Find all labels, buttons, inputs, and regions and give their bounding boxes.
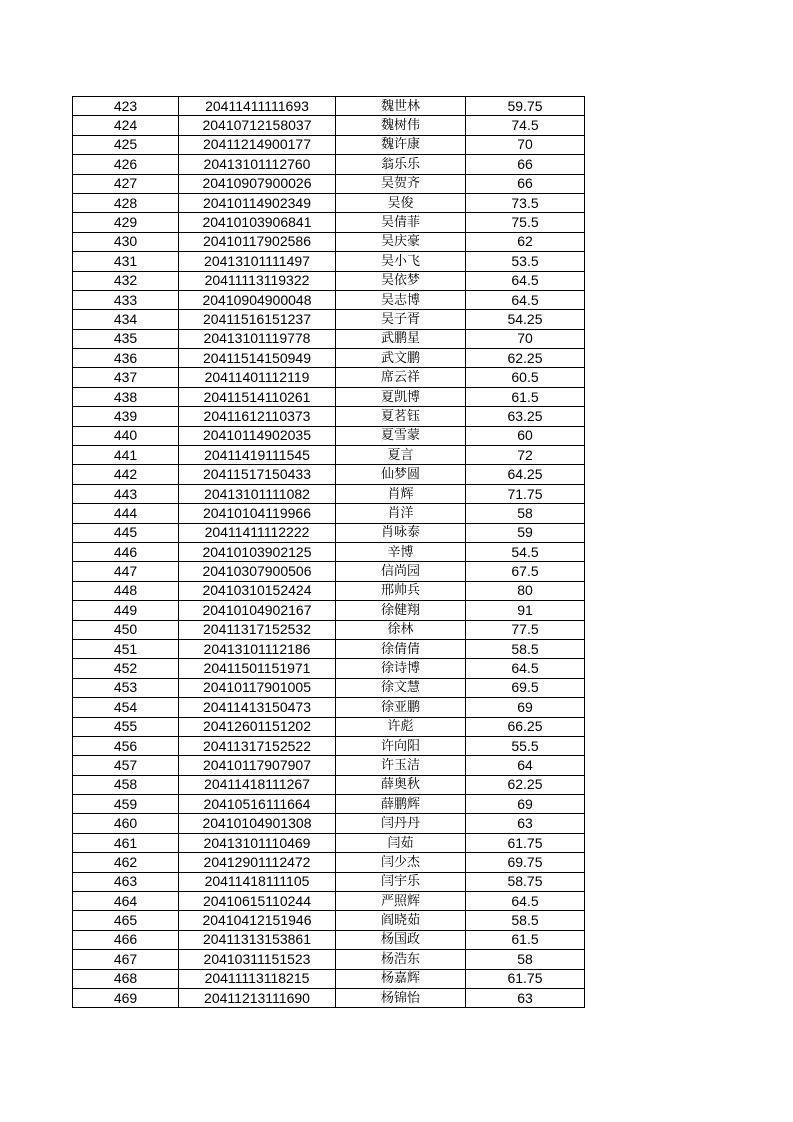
- table-row: [73, 930, 585, 949]
- exam-id-cell: 20411214900177: [179, 135, 336, 154]
- table-row: [73, 814, 585, 833]
- row-number-cell: 460: [73, 814, 179, 833]
- exam-id-cell: 20411514110261: [179, 387, 336, 406]
- score-cell: 58: [466, 504, 585, 523]
- exam-id-cell: 20410117907907: [179, 756, 336, 775]
- table-row: [73, 97, 585, 116]
- name-cell: 肖咏泰: [336, 523, 466, 542]
- score-cell: 60: [466, 426, 585, 445]
- exam-id-cell: 20411501151971: [179, 659, 336, 678]
- score-cell: 64.5: [466, 659, 585, 678]
- exam-id-cell: 20410311151523: [179, 950, 336, 969]
- name-cell: 严照辉: [336, 892, 466, 911]
- exam-id-cell: 20410516111664: [179, 795, 336, 814]
- exam-id-cell: 20413101110469: [179, 833, 336, 852]
- row-number-cell: 431: [73, 252, 179, 271]
- row-number-cell: 466: [73, 930, 179, 949]
- table-row: [73, 232, 585, 251]
- name-cell: 夏雪蒙: [336, 426, 466, 445]
- score-cell: 63: [466, 814, 585, 833]
- score-cell: 70: [466, 135, 585, 154]
- score-cell: 60.5: [466, 368, 585, 387]
- score-cell: 75.5: [466, 213, 585, 232]
- score-cell: 66: [466, 155, 585, 174]
- table-row: [73, 775, 585, 794]
- table-row: [73, 833, 585, 852]
- exam-id-cell: 20411517150433: [179, 465, 336, 484]
- row-number-cell: 433: [73, 290, 179, 309]
- table-row: [73, 465, 585, 484]
- score-table: [72, 96, 585, 1008]
- table-row: [73, 387, 585, 406]
- row-number-cell: 449: [73, 601, 179, 620]
- score-cell: 61.75: [466, 969, 585, 988]
- score-cell: 71.75: [466, 484, 585, 503]
- score-cell: 67.5: [466, 562, 585, 581]
- name-cell: 魏世林: [336, 97, 466, 116]
- score-cell: 54.5: [466, 542, 585, 561]
- exam-id-cell: 20413101112760: [179, 155, 336, 174]
- row-number-cell: 465: [73, 911, 179, 930]
- score-cell: 55.5: [466, 736, 585, 755]
- name-cell: 许向阳: [336, 736, 466, 755]
- table-row: [73, 659, 585, 678]
- exam-id-cell: 20410907900026: [179, 174, 336, 193]
- row-number-cell: 428: [73, 193, 179, 212]
- exam-id-cell: 20410117902586: [179, 232, 336, 251]
- row-number-cell: 452: [73, 659, 179, 678]
- name-cell: 吴庆豪: [336, 232, 466, 251]
- score-cell: 66.25: [466, 717, 585, 736]
- exam-id-cell: 20411612110373: [179, 407, 336, 426]
- score-cell: 62.25: [466, 775, 585, 794]
- row-number-cell: 429: [73, 213, 179, 232]
- row-number-cell: 454: [73, 698, 179, 717]
- row-number-cell: 447: [73, 562, 179, 581]
- score-cell: 61.75: [466, 833, 585, 852]
- table-row: [73, 213, 585, 232]
- row-number-cell: 462: [73, 853, 179, 872]
- exam-id-cell: 20412601151202: [179, 717, 336, 736]
- exam-id-cell: 20413101111082: [179, 484, 336, 503]
- row-number-cell: 469: [73, 988, 179, 1007]
- score-cell: 70: [466, 329, 585, 348]
- name-cell: 武文鹏: [336, 349, 466, 368]
- name-cell: 吴小飞: [336, 252, 466, 271]
- table-row: [73, 736, 585, 755]
- score-cell: 69: [466, 795, 585, 814]
- score-cell: 64.5: [466, 290, 585, 309]
- row-number-cell: 438: [73, 387, 179, 406]
- score-cell: 80: [466, 581, 585, 600]
- row-number-cell: 430: [73, 232, 179, 251]
- exam-id-cell: 20411514150949: [179, 349, 336, 368]
- exam-id-cell: 20410615110244: [179, 892, 336, 911]
- table-row: [73, 639, 585, 658]
- score-cell: 62.25: [466, 349, 585, 368]
- row-number-cell: 468: [73, 969, 179, 988]
- exam-id-cell: 20411113118215: [179, 969, 336, 988]
- table-row: [73, 271, 585, 290]
- table-row: [73, 523, 585, 542]
- row-number-cell: 441: [73, 446, 179, 465]
- row-number-cell: 424: [73, 116, 179, 135]
- table-row: [73, 562, 585, 581]
- exam-id-cell: 20411418111267: [179, 775, 336, 794]
- name-cell: 杨嘉辉: [336, 969, 466, 988]
- score-cell: 63.25: [466, 407, 585, 426]
- score-cell: 61.5: [466, 387, 585, 406]
- name-cell: 信尚园: [336, 562, 466, 581]
- table-row: [73, 911, 585, 930]
- table-row: [73, 988, 585, 1007]
- table-row: [73, 407, 585, 426]
- row-number-cell: 436: [73, 349, 179, 368]
- name-cell: 仙梦圆: [336, 465, 466, 484]
- exam-id-cell: 20410712158037: [179, 116, 336, 135]
- table-row: [73, 756, 585, 775]
- row-number-cell: 432: [73, 271, 179, 290]
- name-cell: 吴志博: [336, 290, 466, 309]
- row-number-cell: 444: [73, 504, 179, 523]
- row-number-cell: 458: [73, 775, 179, 794]
- table-row: [73, 174, 585, 193]
- exam-id-cell: 20410117901005: [179, 678, 336, 697]
- row-number-cell: 439: [73, 407, 179, 426]
- score-cell: 64.25: [466, 465, 585, 484]
- name-cell: 席云祥: [336, 368, 466, 387]
- exam-id-cell: 20411419111545: [179, 446, 336, 465]
- score-cell: 59.75: [466, 97, 585, 116]
- score-cell: 77.5: [466, 620, 585, 639]
- row-number-cell: 457: [73, 756, 179, 775]
- score-cell: 64.5: [466, 892, 585, 911]
- name-cell: 邢帅兵: [336, 581, 466, 600]
- table-row: [73, 193, 585, 212]
- row-number-cell: 427: [73, 174, 179, 193]
- score-cell: 64: [466, 756, 585, 775]
- name-cell: 夏言: [336, 446, 466, 465]
- table-row: [73, 135, 585, 154]
- row-number-cell: 426: [73, 155, 179, 174]
- row-number-cell: 453: [73, 678, 179, 697]
- table-row: [73, 601, 585, 620]
- row-number-cell: 451: [73, 639, 179, 658]
- exam-id-cell: 20410103906841: [179, 213, 336, 232]
- exam-id-cell: 20411213111690: [179, 988, 336, 1007]
- table-row: [73, 349, 585, 368]
- score-cell: 53.5: [466, 252, 585, 271]
- name-cell: 辛博: [336, 542, 466, 561]
- name-cell: 阎晓茹: [336, 911, 466, 930]
- score-cell: 66: [466, 174, 585, 193]
- exam-id-cell: 20411113119322: [179, 271, 336, 290]
- exam-id-cell: 20411317152532: [179, 620, 336, 639]
- row-number-cell: 461: [73, 833, 179, 852]
- table-row: [73, 426, 585, 445]
- table-row: [73, 484, 585, 503]
- exam-id-cell: 20410104901308: [179, 814, 336, 833]
- row-number-cell: 456: [73, 736, 179, 755]
- table-row: [73, 290, 585, 309]
- name-cell: 徐健翔: [336, 601, 466, 620]
- score-cell: 58.5: [466, 911, 585, 930]
- name-cell: 魏树伟: [336, 116, 466, 135]
- name-cell: 徐文慧: [336, 678, 466, 697]
- exam-id-cell: 20410104902167: [179, 601, 336, 620]
- score-cell: 72: [466, 446, 585, 465]
- name-cell: 许彪: [336, 717, 466, 736]
- exam-id-cell: 20411516151237: [179, 310, 336, 329]
- score-cell: 69: [466, 698, 585, 717]
- score-cell: 58: [466, 950, 585, 969]
- name-cell: 吴子胥: [336, 310, 466, 329]
- exam-id-cell: 20410104119966: [179, 504, 336, 523]
- row-number-cell: 440: [73, 426, 179, 445]
- name-cell: 武鹏星: [336, 329, 466, 348]
- table-row: [73, 329, 585, 348]
- name-cell: 吴倩菲: [336, 213, 466, 232]
- table-row: [73, 620, 585, 639]
- exam-id-cell: 20410412151946: [179, 911, 336, 930]
- name-cell: 徐诗博: [336, 659, 466, 678]
- row-number-cell: 448: [73, 581, 179, 600]
- table-row: [73, 950, 585, 969]
- row-number-cell: 450: [73, 620, 179, 639]
- score-cell: 59: [466, 523, 585, 542]
- table-row: [73, 581, 585, 600]
- exam-id-cell: 20413101119778: [179, 329, 336, 348]
- exam-id-cell: 20410114902035: [179, 426, 336, 445]
- score-table-body: [73, 97, 585, 1008]
- score-cell: 69.5: [466, 678, 585, 697]
- exam-id-cell: 20411418111105: [179, 872, 336, 891]
- exam-id-cell: 20413101112186: [179, 639, 336, 658]
- score-cell: 58.5: [466, 639, 585, 658]
- exam-id-cell: 20411401112119: [179, 368, 336, 387]
- name-cell: 徐亚鹏: [336, 698, 466, 717]
- row-number-cell: 423: [73, 97, 179, 116]
- score-cell: 73.5: [466, 193, 585, 212]
- table-row: [73, 368, 585, 387]
- row-number-cell: 434: [73, 310, 179, 329]
- score-cell: 63: [466, 988, 585, 1007]
- table-row: [73, 853, 585, 872]
- row-number-cell: 446: [73, 542, 179, 561]
- score-cell: 62: [466, 232, 585, 251]
- exam-id-cell: 20410114902349: [179, 193, 336, 212]
- name-cell: 夏凯博: [336, 387, 466, 406]
- row-number-cell: 455: [73, 717, 179, 736]
- name-cell: 吴俊: [336, 193, 466, 212]
- table-row: [73, 795, 585, 814]
- name-cell: 夏茗钰: [336, 407, 466, 426]
- row-number-cell: 442: [73, 465, 179, 484]
- name-cell: 杨浩东: [336, 950, 466, 969]
- score-cell: 54.25: [466, 310, 585, 329]
- table-row: [73, 252, 585, 271]
- table-row: [73, 892, 585, 911]
- table-row: [73, 969, 585, 988]
- exam-id-cell: 20413101111497: [179, 252, 336, 271]
- row-number-cell: 435: [73, 329, 179, 348]
- name-cell: 吴贺齐: [336, 174, 466, 193]
- score-cell: 64.5: [466, 271, 585, 290]
- name-cell: 闫茹: [336, 833, 466, 852]
- exam-id-cell: 20410103902125: [179, 542, 336, 561]
- score-cell: 58.75: [466, 872, 585, 891]
- name-cell: 闫少杰: [336, 853, 466, 872]
- exam-id-cell: 20411317152522: [179, 736, 336, 755]
- name-cell: 肖辉: [336, 484, 466, 503]
- table-row: [73, 872, 585, 891]
- exam-id-cell: 20410904900048: [179, 290, 336, 309]
- row-number-cell: 443: [73, 484, 179, 503]
- exam-id-cell: 20411411112222: [179, 523, 336, 542]
- row-number-cell: 464: [73, 892, 179, 911]
- table-row: [73, 717, 585, 736]
- name-cell: 翁乐乐: [336, 155, 466, 174]
- name-cell: 吴依梦: [336, 271, 466, 290]
- table-row: [73, 698, 585, 717]
- table-row: [73, 155, 585, 174]
- row-number-cell: 463: [73, 872, 179, 891]
- name-cell: 薛鹏辉: [336, 795, 466, 814]
- row-number-cell: 459: [73, 795, 179, 814]
- name-cell: 许玉洁: [336, 756, 466, 775]
- row-number-cell: 425: [73, 135, 179, 154]
- table-row: [73, 310, 585, 329]
- exam-id-cell: 20410307900506: [179, 562, 336, 581]
- exam-id-cell: 20411413150473: [179, 698, 336, 717]
- exam-id-cell: 20411411111693: [179, 97, 336, 116]
- row-number-cell: 437: [73, 368, 179, 387]
- exam-id-cell: 20411313153861: [179, 930, 336, 949]
- name-cell: 薛奥秋: [336, 775, 466, 794]
- name-cell: 肖洋: [336, 504, 466, 523]
- table-row: [73, 542, 585, 561]
- row-number-cell: 445: [73, 523, 179, 542]
- exam-id-cell: 20410310152424: [179, 581, 336, 600]
- table-row: [73, 504, 585, 523]
- table-row: [73, 678, 585, 697]
- name-cell: 闫宇乐: [336, 872, 466, 891]
- name-cell: 杨锦怡: [336, 988, 466, 1007]
- row-number-cell: 467: [73, 950, 179, 969]
- score-cell: 69.75: [466, 853, 585, 872]
- score-cell: 74.5: [466, 116, 585, 135]
- name-cell: 闫丹丹: [336, 814, 466, 833]
- name-cell: 魏许康: [336, 135, 466, 154]
- exam-id-cell: 20412901112472: [179, 853, 336, 872]
- score-cell: 61.5: [466, 930, 585, 949]
- score-cell: 91: [466, 601, 585, 620]
- table-row: [73, 116, 585, 135]
- name-cell: 徐倩倩: [336, 639, 466, 658]
- table-row: [73, 446, 585, 465]
- name-cell: 杨国政: [336, 930, 466, 949]
- name-cell: 徐林: [336, 620, 466, 639]
